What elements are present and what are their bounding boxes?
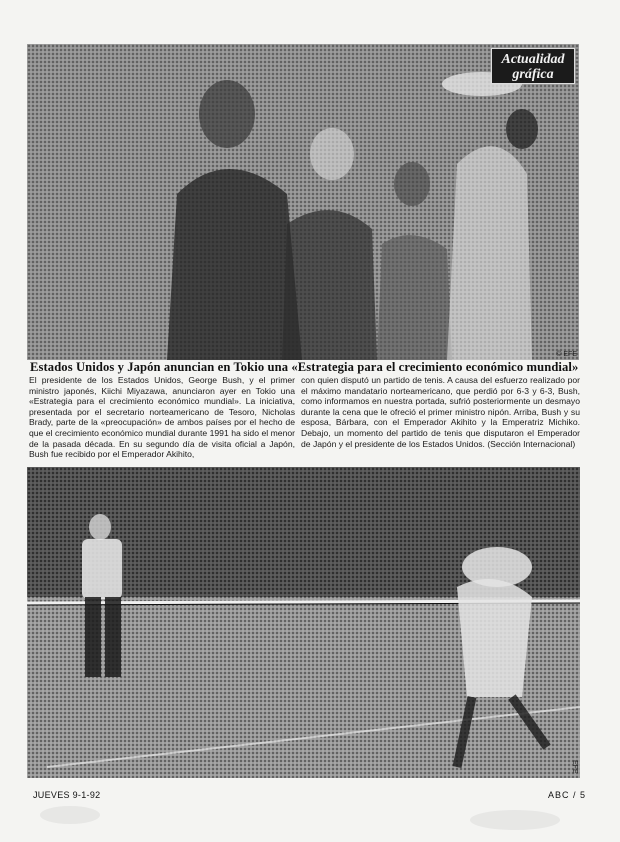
headline: Estados Unidos y Japón anuncian en Tokio una «Estrategia para el crecimiento económico mundial»: [30, 360, 579, 374]
bottom-photo-court: [27, 467, 580, 778]
top-photo: [27, 44, 579, 360]
top-photo-credit: © EFE: [556, 351, 577, 358]
bottom-photo: [27, 467, 580, 778]
footer-page-number: ABC / 5: [548, 790, 587, 800]
paper-smudge: [470, 810, 560, 830]
section-stamp-line2: gráfica: [512, 67, 554, 82]
footer-date: JUEVES 9-1-92: [33, 790, 101, 800]
section-stamp-line1: Actualidad: [501, 52, 565, 67]
paper-smudge: [40, 806, 100, 824]
body-column-right: con quien disputó un partido de tenis. A causa del esfuerzo realizado por el máximo mandatario norteamericano, que perdió por 6-3 y 6-3, Bush, como informamos en nuestra portada, sufrió posteriormente un desmayo durante la cena que le ofreció el primer ministro nipón. Arriba, Bush y su esposa, Bárbara, con el Emperador Akihito y la Emperatriz Michiko. Debajo, un momento del partido de tenis que disputaron el Emperador de Japón y el presidente de los Estados Unidos. (Sección Internacional): [301, 375, 580, 449]
body-column-left: El presidente de los Estados Unidos, George Bush, y el primer ministro japonés, Kiichi Miyazawa, anunciaron ayer en Tokio una «Estrategia para el crecimiento económico mundial». La iniciativa, presentada por el secretario norteamericano de Tesoro, Nicholas Brady, parte de la «preocupación» de ambos países por el hecho de que el crecimiento económico mundial durante 1991 ha sido el menor de la pasada década. En su segundo día de visita oficial a Japón, Bush fue recibido por el Emperador Akihito,: [29, 375, 295, 460]
bottom-photo-credit: EFE: [571, 760, 578, 774]
section-stamp: [491, 48, 575, 84]
top-photo-figures: [27, 44, 579, 360]
